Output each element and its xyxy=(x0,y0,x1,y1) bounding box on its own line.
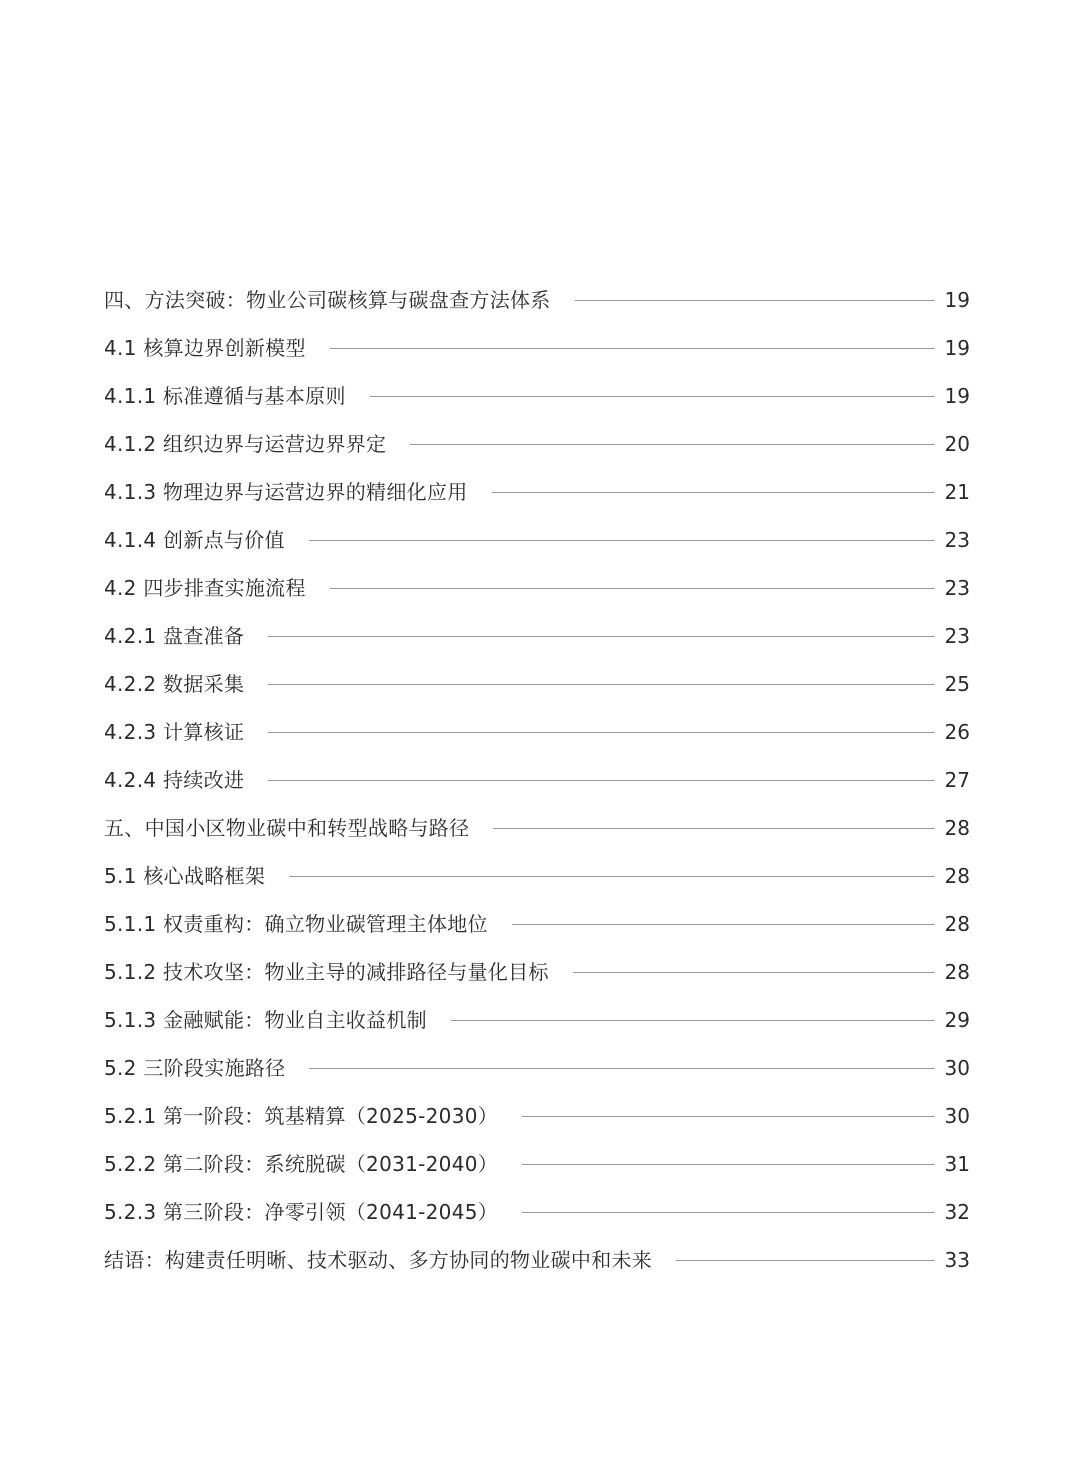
toc-page-number: 26 xyxy=(944,720,970,744)
toc-entry-title: 5.2.2 第二阶段：系统脱碳（2031-2040） xyxy=(104,1152,499,1176)
toc-page-number: 19 xyxy=(944,384,970,408)
toc-leader-line xyxy=(492,492,935,493)
toc-leader-line xyxy=(289,876,934,877)
toc-page-number: 28 xyxy=(944,816,970,840)
toc-page-number: 20 xyxy=(944,432,970,456)
toc-entry-title: 四、方法突破：物业公司碳核算与碳盘查方法体系 xyxy=(104,288,551,312)
toc-leader-line xyxy=(268,684,934,685)
toc-leader-line xyxy=(573,972,935,973)
toc-page-number: 19 xyxy=(944,336,970,360)
toc-page-number: 28 xyxy=(944,912,970,936)
toc-entry-title: 五、中国小区物业碳中和转型战略与路径 xyxy=(104,816,470,840)
toc-entry-title: 4.2.2 数据采集 xyxy=(104,672,245,696)
toc-entry[interactable] xyxy=(104,900,970,948)
toc-leader-line xyxy=(309,540,935,541)
toc-entry-title: 5.2 三阶段实施路径 xyxy=(104,1056,286,1080)
toc-entry-title: 4.2.4 持续改进 xyxy=(104,768,245,792)
toc-entry-title: 4.1.2 组织边界与运营边界界定 xyxy=(104,432,387,456)
toc-page-number: 32 xyxy=(944,1200,970,1224)
toc-leader-line xyxy=(370,396,935,397)
toc-page-number: 28 xyxy=(944,864,970,888)
toc-page-number: 33 xyxy=(944,1248,970,1272)
toc-page-number: 28 xyxy=(944,960,970,984)
toc-entry[interactable] xyxy=(104,948,970,996)
toc-entry[interactable] xyxy=(104,516,970,564)
toc-page-number: 29 xyxy=(944,1008,970,1032)
toc-leader-line xyxy=(522,1164,934,1165)
toc-entry[interactable] xyxy=(104,660,970,708)
toc-entry[interactable] xyxy=(104,1044,970,1092)
toc-leader-line xyxy=(330,348,935,349)
toc-entry-title: 4.2 四步排查实施流程 xyxy=(104,576,306,600)
toc-leader-line xyxy=(512,924,935,925)
toc-page-number: 27 xyxy=(944,768,970,792)
toc-entry-title: 4.1.1 标准遵循与基本原则 xyxy=(104,384,346,408)
toc-entry-title: 5.2.3 第三阶段：净零引领（2041-2045） xyxy=(104,1200,499,1224)
toc-entry[interactable] xyxy=(104,612,970,660)
toc-leader-line xyxy=(522,1116,934,1117)
toc-page-number: 25 xyxy=(944,672,970,696)
toc-page-number: 30 xyxy=(944,1104,970,1128)
toc-entry[interactable] xyxy=(104,468,970,516)
toc-entry-title: 结语：构建责任明晰、技术驱动、多方协同的物业碳中和未来 xyxy=(104,1248,653,1272)
toc-entry-title: 5.2.1 第一阶段：筑基精算（2025-2030） xyxy=(104,1104,499,1128)
toc-leader-line xyxy=(268,732,934,733)
toc-entry[interactable] xyxy=(104,1236,970,1284)
toc-entry[interactable] xyxy=(104,756,970,804)
toc-leader-line xyxy=(268,636,934,637)
toc-page-number: 19 xyxy=(944,288,970,312)
toc-page-number: 30 xyxy=(944,1056,970,1080)
toc-entry[interactable] xyxy=(104,1188,970,1236)
toc-entry[interactable] xyxy=(104,996,970,1044)
toc-entry-title: 4.2.1 盘查准备 xyxy=(104,624,245,648)
toc-entry-title: 5.1.3 金融赋能：物业自主收益机制 xyxy=(104,1008,427,1032)
toc-leader-line xyxy=(493,828,934,829)
toc-entry-title: 5.1.1 权责重构：确立物业碳管理主体地位 xyxy=(104,912,488,936)
toc-entry[interactable] xyxy=(104,324,970,372)
toc-entry[interactable] xyxy=(104,276,970,324)
toc-page-number: 21 xyxy=(944,480,970,504)
toc-leader-line xyxy=(268,780,934,781)
toc-entry-title: 4.1.3 物理边界与运营边界的精细化应用 xyxy=(104,480,468,504)
toc-leader-line xyxy=(410,444,934,445)
toc-leader-line xyxy=(451,1020,935,1021)
toc-leader-line xyxy=(309,1068,934,1069)
toc-leader-line xyxy=(522,1212,934,1213)
toc-entry-title: 4.2.3 计算核证 xyxy=(104,720,245,744)
toc-page-number: 31 xyxy=(944,1152,970,1176)
toc-entry-title: 4.1 核算边界创新模型 xyxy=(104,336,306,360)
toc-entry[interactable] xyxy=(104,564,970,612)
toc-leader-line xyxy=(676,1260,934,1261)
toc-leader-line xyxy=(330,588,935,589)
toc-entry[interactable] xyxy=(104,420,970,468)
toc-entry-title: 5.1 核心战略框架 xyxy=(104,864,266,888)
toc-entry-title: 4.1.4 创新点与价值 xyxy=(104,528,285,552)
toc-entry[interactable] xyxy=(104,852,970,900)
toc-entry[interactable] xyxy=(104,804,970,852)
toc-entry[interactable] xyxy=(104,1092,970,1140)
toc-leader-line xyxy=(575,300,935,301)
toc-entry[interactable] xyxy=(104,372,970,420)
toc-page-number: 23 xyxy=(944,528,970,552)
toc-entry[interactable] xyxy=(104,1140,970,1188)
toc-page-number: 23 xyxy=(944,576,970,600)
toc-page-number: 23 xyxy=(944,624,970,648)
table-of-contents xyxy=(104,276,970,1284)
toc-entry-title: 5.1.2 技术攻坚：物业主导的减排路径与量化目标 xyxy=(104,960,549,984)
toc-entry[interactable] xyxy=(104,708,970,756)
